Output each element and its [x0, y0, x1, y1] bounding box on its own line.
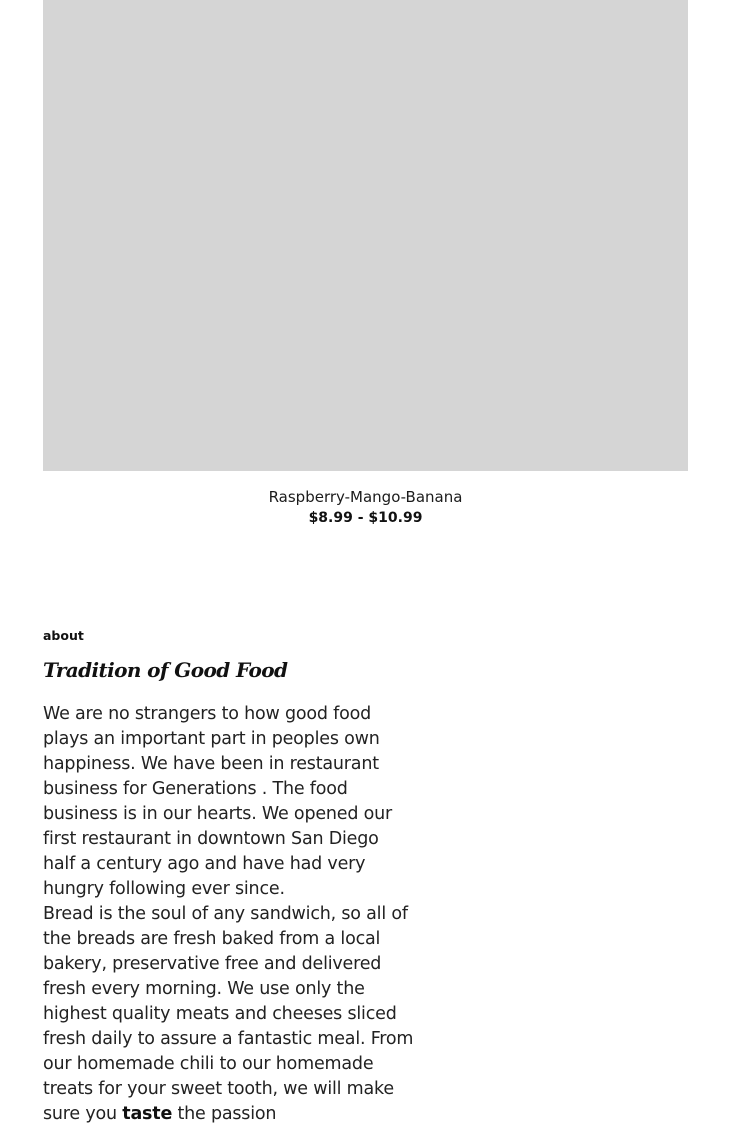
product-image[interactable] — [43, 0, 688, 471]
about-text — [43, 702, 415, 1127]
about-paragraph-2-tail: the passion — [172, 1104, 277, 1124]
about-paragraph-2-text: Bread is the soul of any sandwich, so all of the breads are fresh baked from a local bakery, preservative free and delivered fresh every morning. We use only the highest quality meats and cheeses sliced fresh daily to assure a fantastic meal. From our homemade chili to our homemade treats for your sweet tooth, we will make sure you — [43, 904, 414, 1124]
product-name-link[interactable]: Raspberry-Mango-Banana — [268, 488, 463, 506]
about-paragraph-2 — [43, 902, 415, 1127]
taste-link[interactable]: taste — [122, 1104, 173, 1124]
section-title: Tradition of Good Food — [43, 658, 288, 682]
about-paragraph-1: We are no strangers to how good food plays an important part in peoples own happiness. We have been in restaurant business for Generations . The food business is in our hearts. We opened our first restaurant in downtown San Diego half a century ago and have had very hungry following ever since. — [43, 704, 393, 899]
product-price: $8.99 - $10.99 — [308, 510, 423, 526]
section-label: about — [43, 628, 84, 643]
